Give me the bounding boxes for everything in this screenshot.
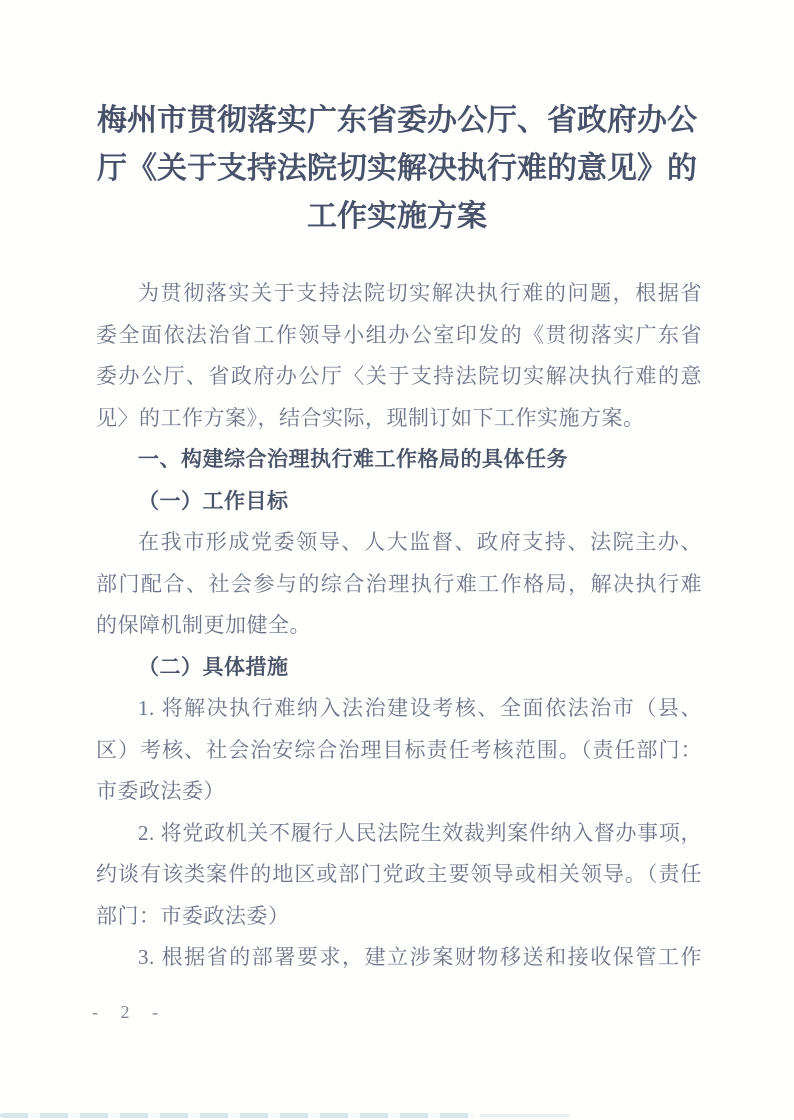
document-title xyxy=(58,97,736,241)
title-line-3: 工作实施方案 xyxy=(307,200,487,233)
intro-line: 为贯彻落实关于支持法院切实解决执行难的问题，根据省 xyxy=(138,281,702,305)
document-body xyxy=(96,273,702,979)
goal-line: 在我市形成党委领导、人大监督、政府支持、法院主办、 xyxy=(138,530,702,554)
measure1-line: 1. 将解决执行难纳入法治建设考核、全面依法治市（县、 xyxy=(138,696,702,720)
measures-heading: （二）具体措施 xyxy=(138,654,289,679)
section1-heading: 一、构建综合治理执行难工作格局的具体任务 xyxy=(138,448,568,471)
goal-line: 部门配合、社会参与的综合治理执行难工作格局，解决执行难 xyxy=(96,571,702,596)
measure2-line: 部门：市委政法委） xyxy=(96,903,290,928)
intro-line: 见〉的工作方案》，结合实际，现制订如下工作实施方案。 xyxy=(96,405,645,430)
title-line-2: 厅《关于支持法院切实解决执行难的意见》的 xyxy=(97,152,697,185)
goal-line: 的保障机制更加健全。 xyxy=(96,613,311,637)
measure2-line: 2. 将党政机关不履行人民法院生效裁判案件纳入督办事项， xyxy=(138,820,702,845)
intro-line: 委全面依法治省工作领导小组办公室印发的《贯彻落实广东省 xyxy=(96,322,702,347)
intro-line: 委办公厅、省政府办公厅〈关于支持法院切实解决执行难的意 xyxy=(96,364,702,388)
measure1-line: 市委政法委） xyxy=(96,779,225,803)
page-number: - 2 - xyxy=(92,1002,167,1022)
scan-artifact-strip xyxy=(0,1113,475,1118)
measure2-line: 约谈有该类案件的地区或部门党政主要领导或相关领导。（责任 xyxy=(96,862,702,886)
goal-heading: （一）工作目标 xyxy=(138,488,289,513)
title-line-1: 梅州市贯彻落实广东省委办公厅、省政府办公 xyxy=(97,104,697,137)
measure1-line: 区）考核、社会治安综合治理目标责任考核范围。（责任部门： xyxy=(96,737,702,762)
scan-artifact-strip-end xyxy=(480,1114,570,1117)
measure3-line: 3. 根据省的部署要求，建立涉案财物移送和接收保管工作 xyxy=(138,945,702,969)
